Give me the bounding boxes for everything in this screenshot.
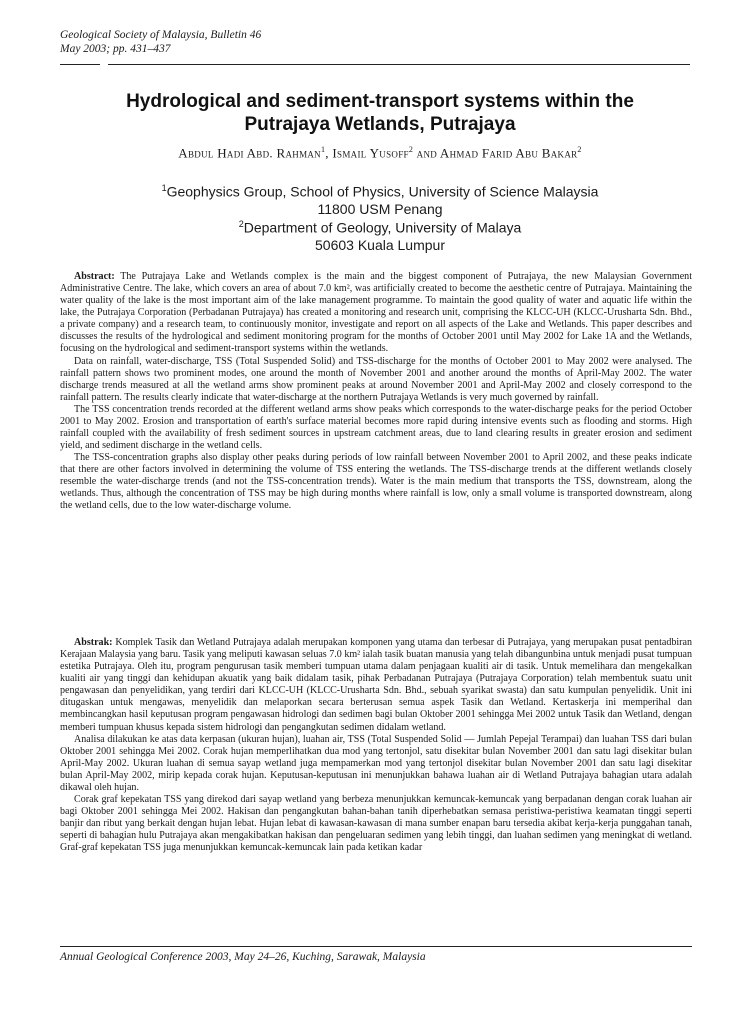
affiliation-2-line-1: Department of Geology, University of Malaya xyxy=(243,219,522,236)
header-rule-short xyxy=(60,64,100,65)
title-line-2: Putrajaya Wetlands, Putrajaya xyxy=(244,114,516,135)
title-line-1: Hydrological and sediment-transport systems within the xyxy=(126,91,634,112)
abstract-my-paragraph-3: Corak graf kepekatan TSS yang direkod dari sayap wetland yang berbeza menunjukkan kemuncak-kemuncak yang berpadanan dengan corak luahan air bagi Oktober 2001 sehingga Mei 2002. Hakisan dan pengangkutan bahan-bahan tanih diperhebatkan semasa peristiwa-peristiwa keamatan tinggi seperti banjir dan ribut yang berkait dengan hujan lebat. Hujan lebat di kawasan-kawasan di mana sumber enapan baru tersedia akibat kerja-kerja punggahan tanah, seperti di bahagian hulu Putrajaya akan mengakibatkan hakisan dan pengeluaran sedimen yang lebih tinggi, dan luahan sedimen yang meningkat di wetland. Graf-graf kepekatan TSS juga menunjukkan kemuncak-kemuncak lain pada ketikan kadar xyxy=(60,794,692,854)
affiliation-2 xyxy=(60,216,700,254)
abstract-my-p1-text: Komplek Tasik dan Wetland Putrajaya adalah merupakan komponen yang utama dan terbesar di Putrajaya, yang merupakan pusat pentadbiran Kerajaan Malaysia yang baru. Tasik yang meliputi kawasan seluas 7.0 km² ialah tasik buatan manusia yang telah dibangunbina untuk menjadi pusat tumpuan estetika Putrajaya. Oleh itu, program pengurusan tasik memberi tumpuan utama dalam penjagaan kualiti air di tasik. Untuk memelihara dan mengekalkan kualiti air yang tinggi dan kehidupan akuatik yang baik didalam tasik, pihak Perbadanan Putrajaya (Putrajaya Corporation) telah membentuk suatu unit pengawasan dan penyelidikan, yang terdiri dari KLCC-UH (KLCC-Urusharta Sdn. Bhd., sebuah syarikat swasta) dan satu kumpulan penyelidik. Unit ini ditugaskan untuk mengawas, menyelidik dan melaporkan secara berterusan semua aspek Tasik dan Wetland. Kertaskerja ini memperihal dan membincangkan hasil keputusan program pengawasan hidrologi dan sedimen bagi bulan Oktober 2001 sehingga Mei 2002 untuk Tasik dan Wetland, dengan memberi tumpuan khusus kepada sistem hidrologi dan pengangkutan sedimen didalam wetland. xyxy=(60,637,692,733)
affiliation-1-line-1: Geophysics Group, School of Physics, University of Science Malaysia xyxy=(166,183,599,200)
abstract-en-p1-text: The Putrajaya Lake and Wetlands complex is the main and the biggest component of Putrajaya, the new Malaysian Government Administrative Centre. The lake, which covers an area of about 7.0 km², was artificially created to become the aesthetic centre of Putrajaya. Maintaining the water quality of the lake is the most important aim of the lake management programme. To maintain the good quality of water and aquatic life within the lake, the Putrajaya Corporation (Perbadanan Putrajaya) has created a monitoring and research unit, comprising the KLCC-UH (KLCC-Urusharta Sdn. Bhd., a private company) and a research team, to continuously monitor, investigate and report on all aspects of the Lake and Wetlands. This paper describes and discusses the results of the hydrological and sediment monitoring program for the months of October 2001 until May 2002 for Lake 1A and the Wetlands, focusing on the hydrological and sediment-transport systems within the wetlands. xyxy=(60,271,692,355)
abstract-en-paragraph-2: Data on rainfall, water-discharge, TSS (Total Suspended Solid) and TSS-discharge for the months of October 2001 to May 2002 were analysed. The rainfall pattern shows two prominent modes, one around the month of November 2001 and another around the months of April-May 2002. The water discharge trends measured at all the wetland arms show prominent peaks at around November 2001 and April-May 2002 and closely correspond to the rainfall pattern. The results clearly indicate that water-discharge at the northern Putrajaya Wetlands is very much governed by rainfall. xyxy=(60,355,692,403)
abstract-my-paragraph-2: Analisa dilakukan ke atas data kerpasan (ukuran hujan), luahan air, TSS (Total Suspended Solid — Jumlah Pepejal Terampai) dan luahan TSS dari bulan Oktober 2001 sehingga Mei 2002. Corak hujan memperlihatkan dua mod yang tertonjol, satu disekitar bulan November 2001 dan satu lagi disekitar bulan April-May 2002. Ukuran luahan di semua sayap wetland juga mempamerkan mod yang tertonjol disekitar bulan November 2001 dan satu lagi disekitar bulan April-May 2002, mirip kepada corak hujan. Keputusan-keputusan ini menunjukkan bahawa luahan air di Wetland Putrajaya bahagian utara adalah dikawal oleh hujan. xyxy=(60,733,692,793)
affiliation-1-mark: 1 xyxy=(161,183,167,193)
author-3-affil: 2 xyxy=(577,145,582,154)
affiliation-2-line-2: 50603 Kuala Lumpur xyxy=(315,236,445,253)
abstract-my-label: Abstrak: xyxy=(74,637,113,648)
running-footer: Annual Geological Conference 2003, May 24–26, Kuching, Sarawak, Malaysia xyxy=(60,951,426,963)
abstract-malay xyxy=(60,637,692,854)
abstract-my-paragraph-1 xyxy=(60,637,692,734)
affiliation-1-line-2: 11800 USM Penang xyxy=(317,200,443,217)
author-2: Ismail Yusoff xyxy=(332,145,409,161)
abstract-english xyxy=(60,271,692,513)
author-list: Abdul Hadi Abd. Rahman$^1$, Ismail Yusoff$^2$ and Ahmad Farid Abu Bakar$^2$ xyxy=(178,145,582,161)
affiliation-1 xyxy=(60,180,700,218)
abstract-en-paragraph-4: The TSS-concentration graphs also display other peaks during periods of low rainfall between November 2001 to April 2002, and these peaks indicate that there are other factors involved in determining the volume of TSS entering the wetlands. The TSS-discharge trends at the different wetlands closely resemble the water-discharge trends (and not the TSS-concentration trends). Water is the main medium that transports the TSS, downstream, along the wetlands. Thus, although the concentration of TSS may be high during months where rainfall is low, only a small volume is transported downstream, along the wetland cells, due to the low water-discharge volume. xyxy=(60,452,692,512)
author-1-affil: 1 xyxy=(320,145,326,154)
abstract-en-label: Abstract: xyxy=(74,271,115,282)
affiliation-2-mark: 2 xyxy=(238,219,244,229)
issue-pages: May 2003; pp. 431–437 xyxy=(60,43,171,55)
running-header xyxy=(60,28,700,56)
paper-title xyxy=(60,90,700,136)
header-rule xyxy=(108,64,690,65)
author-1: Abdul Hadi Abd. Rahman xyxy=(178,145,321,161)
footer-rule xyxy=(60,946,692,947)
author-conjunction: and xyxy=(413,145,440,161)
journal-name: Geological Society of Malaysia, Bulletin 46 xyxy=(60,29,262,41)
author-3: Ahmad Farid Abu Bakar xyxy=(439,145,578,161)
abstract-en-paragraph-1 xyxy=(60,271,692,356)
abstract-en-paragraph-3: The TSS concentration trends recorded at the different wetland arms show peaks which corresponds to the water-discharge peaks for the period October 2001 to May 2002. Erosion and transportation of earth's surface material becomes more rapid during intensive events such as flooding and storms. High rainfall coupled with the availability of fresh sediment sources in upstream catchment areas, due to land clearing results in greater erosion and sediment yield, and sediment discharge in the wetland cells. xyxy=(60,403,692,452)
author-2-affil: 2 xyxy=(408,145,414,154)
